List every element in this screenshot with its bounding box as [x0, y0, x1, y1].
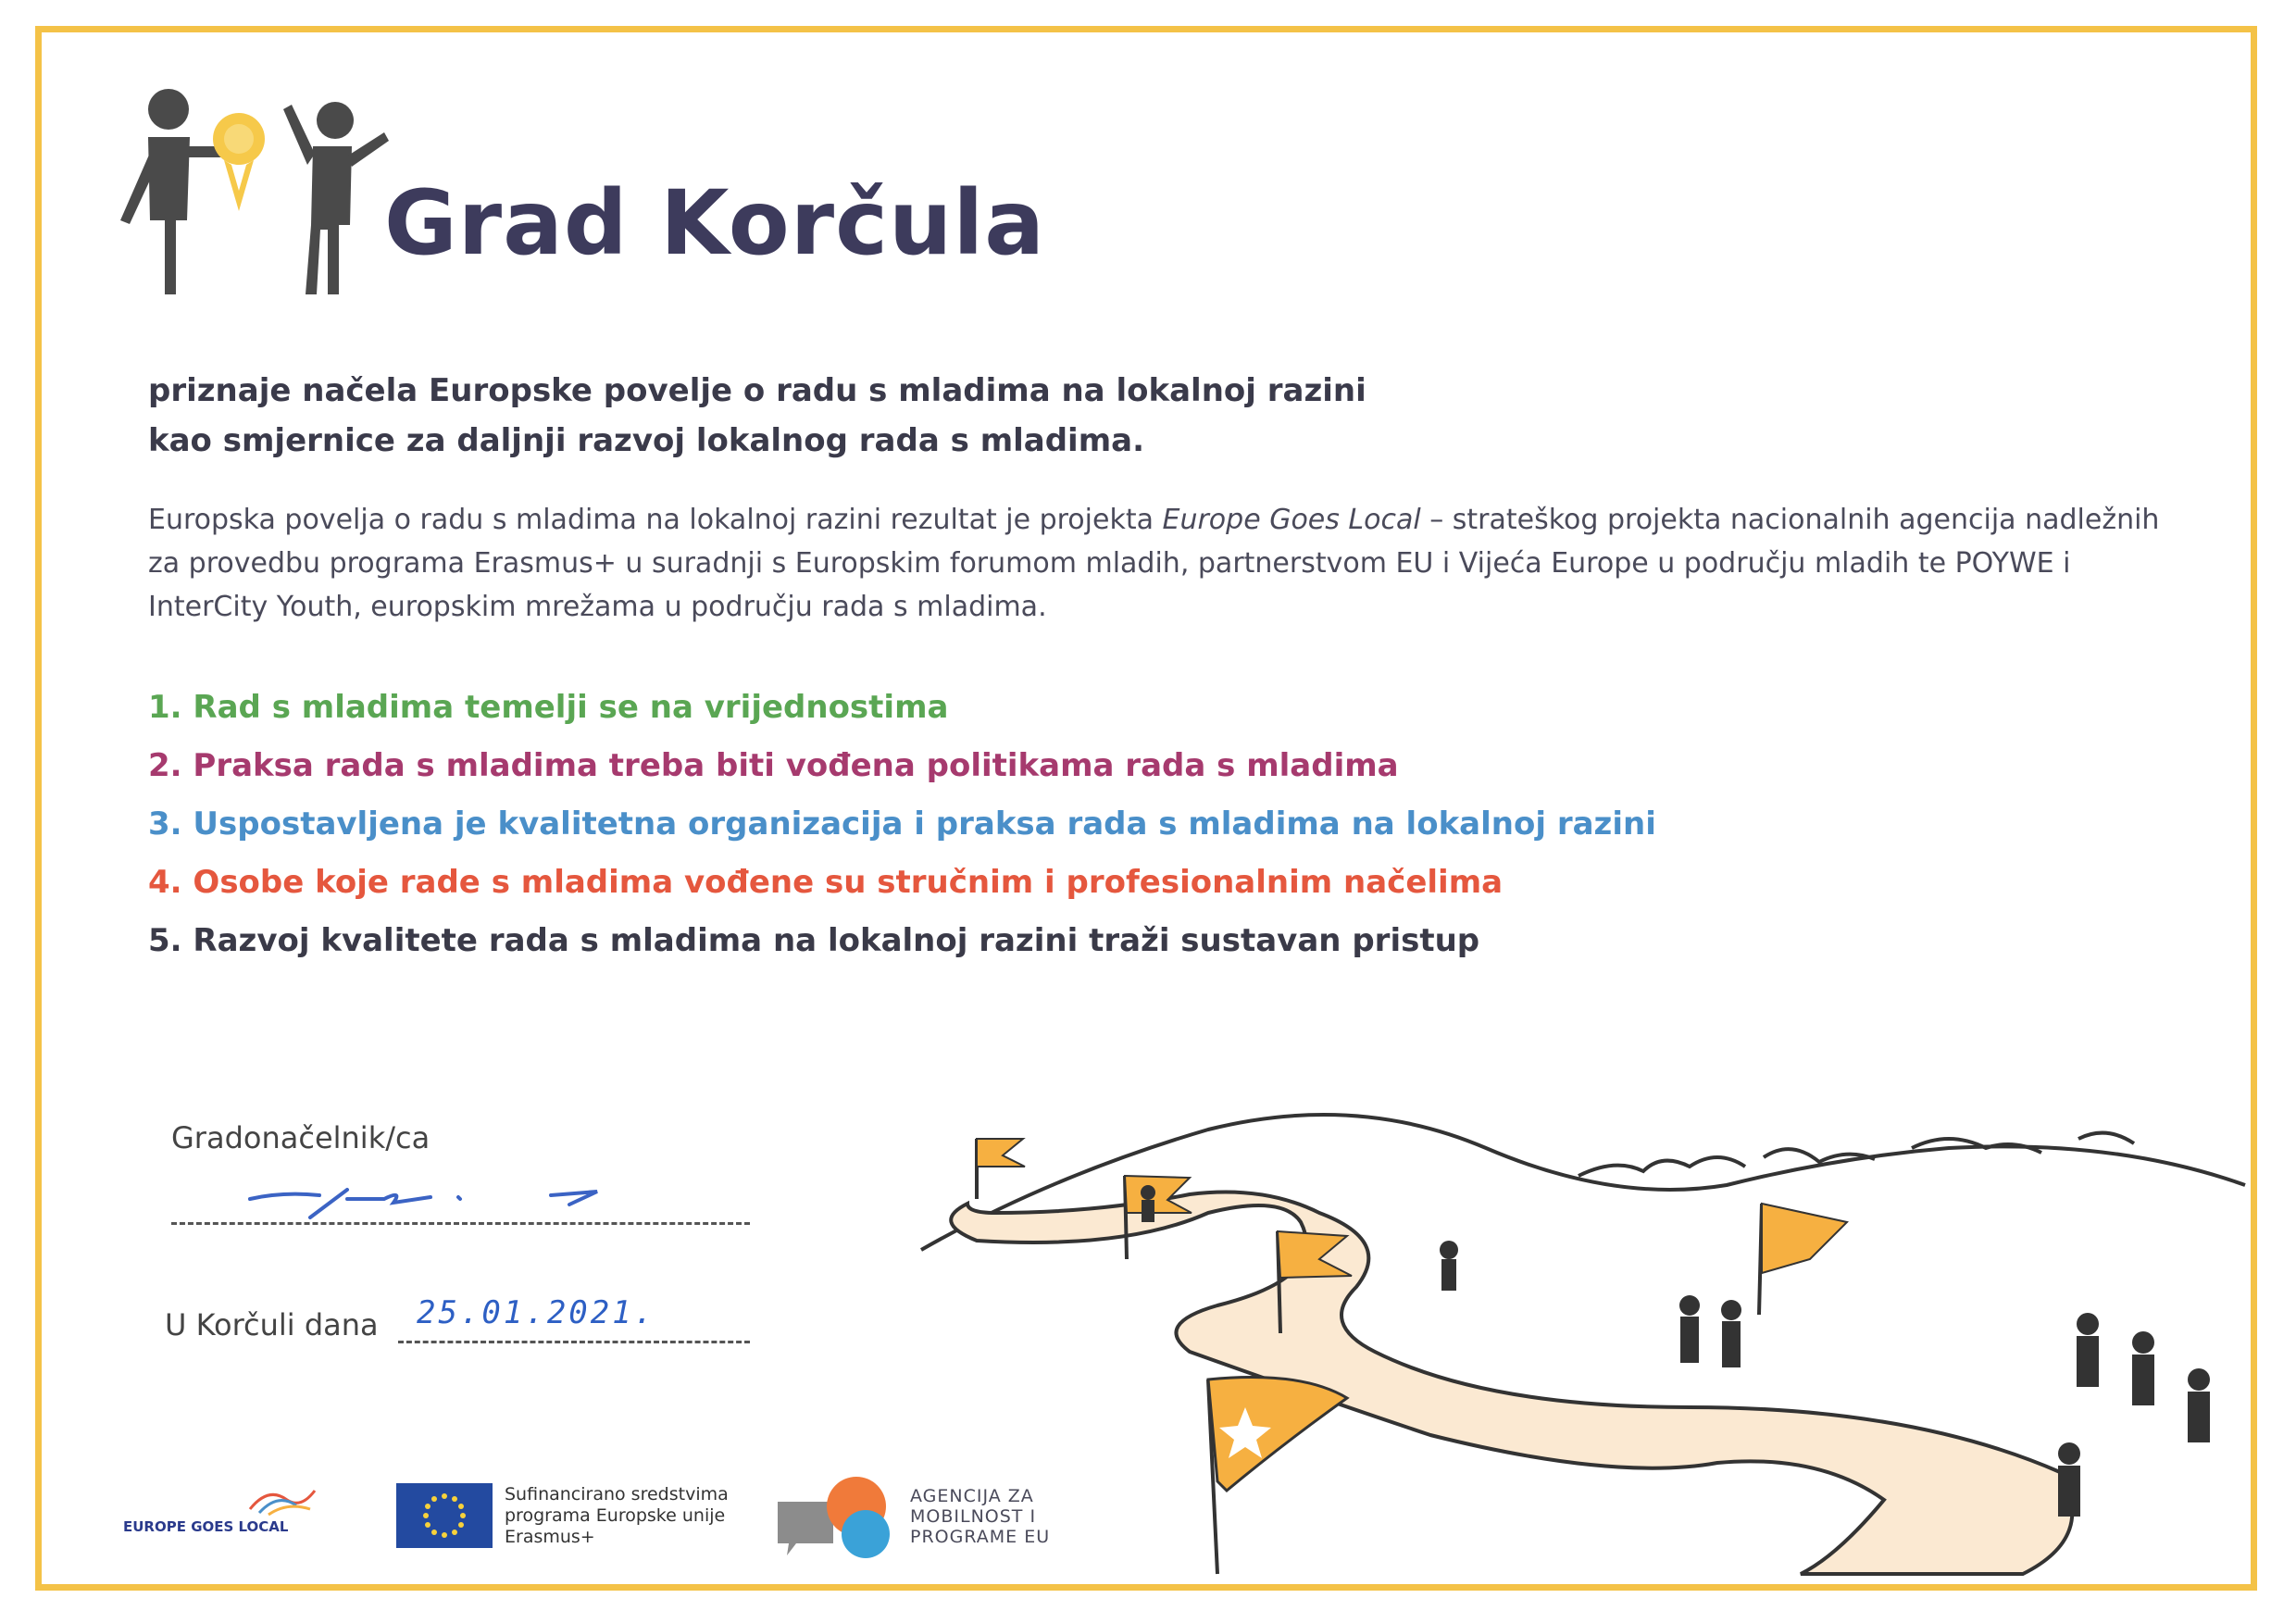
principle-4: 4. Osobe koje rade s mladima vođene su stručnim i profesionalnim načelima: [148, 864, 1504, 901]
intro-line-2: kao smjernice za daljnji razvoj lokalnog rada s mladima.: [148, 422, 1144, 459]
mayor-label: Gradonačelnik/ca: [171, 1120, 430, 1155]
intro-line-1: priznaje načela Europske povelje o radu s mladima na lokalnoj razini: [148, 372, 1366, 409]
principle-5: 5. Razvoj kvalitete rada s mladima na lokalnoj razini traži sustavan pristup: [148, 922, 1480, 959]
principle-3: 3. Uspostavljena je kvalitetna organizacija i praksa rada s mladima na lokalnoj razini: [148, 805, 1656, 843]
principle-1: 1. Rad s mladima temelji se na vrijednostima: [148, 689, 949, 726]
intro-statement: [148, 366, 1444, 466]
agency-name: [910, 1486, 1050, 1547]
signature-line: [171, 1222, 750, 1225]
date-value: 25.01.2021.: [417, 1294, 656, 1331]
description-part-2: – strateškog projekta nacionalnih agencija nadležnih za provedbu programa Erasmus+ u suradnji s Europskim forumom mladih, partnerstvom EU i Vijeća Europe u području mladih te POYWE i InterCity Youth, europskim mrežama u području rada s mladima.: [148, 504, 2160, 623]
europe-goes-local-swirl-icon: [120, 1481, 324, 1518]
star-flag: [1208, 1378, 1347, 1575]
description-part-1: Europska povelja o radu s mladima na lokalnoj razini rezultat je projekta: [148, 504, 1163, 536]
flag-4: [1759, 1204, 1847, 1315]
agency-speech-bubbles-icon: [768, 1465, 907, 1567]
people-with-award-logo: [102, 81, 398, 304]
page-title: Grad Korčula: [384, 171, 1045, 275]
agency-line-1: AGENCIJA ZA: [910, 1486, 1034, 1506]
eu-flag-icon: [396, 1483, 493, 1548]
principle-2: 2. Praksa rada s mladima treba biti vođena politikama rada s mladima: [148, 747, 1399, 784]
project-name: Europe Goes Local: [1162, 504, 1421, 536]
charter-description: [148, 498, 2166, 629]
date-label: U Korčuli dana: [165, 1307, 379, 1342]
agency-line-2: MOBILNOST I: [910, 1506, 1037, 1527]
mayor-signature: [245, 1171, 616, 1227]
principles-list: [148, 679, 1656, 970]
date-line: [398, 1341, 750, 1343]
agency-line-3: PROGRAME EU: [910, 1527, 1051, 1547]
path-with-flags-illustration: [912, 1074, 2254, 1592]
eu-funding-text: Sufinancirano sredstvima programa Europske unije Erasmus+: [505, 1484, 729, 1547]
flag-1: [977, 1139, 1025, 1199]
europe-goes-local-logo: EUROPE GOES LOCAL: [123, 1518, 289, 1535]
